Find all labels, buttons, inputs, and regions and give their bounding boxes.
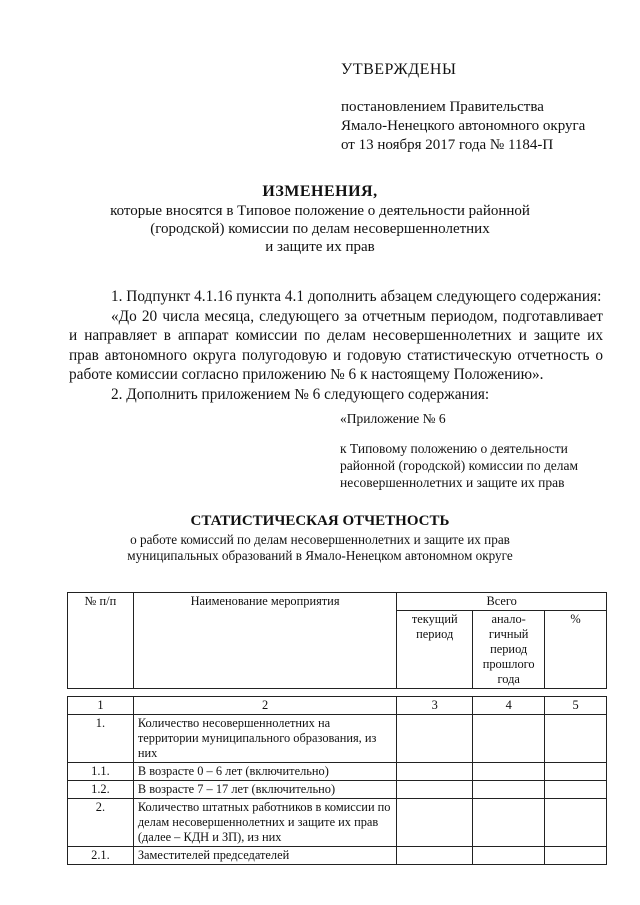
stat-subtitle-1: о работе комиссий по делам несовершеннолетних и защите их прав [130, 532, 510, 547]
header-name: Наименование мероприятия [133, 593, 396, 689]
numbering-cell: 1 [68, 697, 134, 715]
row-value-current [397, 799, 473, 847]
table-gap-row [68, 689, 607, 697]
body-text [69, 287, 603, 404]
row-value-percent [545, 847, 607, 865]
appendix-line-1: к Типовому положению о деятельности [340, 441, 568, 456]
row-name: Количество несовершеннолетних на территории муниципального образования, из них [133, 715, 396, 763]
row-value-previous [473, 715, 545, 763]
approval-line-2: Ямало-Ненецкого автономного округа [341, 118, 586, 134]
row-value-previous [473, 847, 545, 865]
table-row [68, 715, 607, 763]
stat-title: СТАТИСТИЧЕСКАЯ ОТЧЕТНОСТЬ [190, 513, 450, 529]
row-name: Заместителей председателей [133, 847, 396, 865]
row-value-percent [545, 763, 607, 781]
numbering-cell: 5 [545, 697, 607, 715]
changes-title: ИЗМЕНЕНИЯ, [262, 183, 378, 200]
body-paragraph-1: 1. Подпункт 4.1.16 пункта 4.1 дополнить абзацем следующего содержания: [111, 288, 602, 305]
approval-line-1: постановлением Правительства [341, 99, 544, 115]
row-num: 1.1. [68, 763, 134, 781]
approval-title: УТВЕРЖДЕНЫ [341, 61, 457, 78]
table-header-row [68, 593, 607, 611]
body-paragraph-2: «До 20 числа месяца, следующего за отчетным периодом, подготавливает и направляет в аппарат комиссии по делам несовершеннолетних и защите их прав автономного округа полугодовую и годовую статистическую отчетность о работе комиссии согласно приложению № 6 к настоящему Положению». [69, 307, 603, 383]
table-row [68, 799, 607, 847]
changes-subtitle-1: которые вносятся в Типовое положение о деятельности районной [110, 203, 530, 219]
row-value-current [397, 715, 473, 763]
table-row [68, 847, 607, 865]
header-percent: % [545, 611, 607, 689]
row-value-previous [473, 763, 545, 781]
numbering-cell: 2 [133, 697, 396, 715]
row-value-current [397, 781, 473, 799]
header-current-period: текущий период [397, 611, 473, 689]
row-num: 2.1. [68, 847, 134, 865]
row-value-previous [473, 799, 545, 847]
row-num: 1. [68, 715, 134, 763]
body-paragraph-3: 2. Дополнить приложением № 6 следующего содержания: [111, 385, 490, 403]
numbering-cell: 3 [397, 697, 473, 715]
changes-subtitle-2: (городской) комиссии по делам несовершеннолетних [150, 221, 490, 237]
table-row [68, 781, 607, 799]
appendix-line-3: несовершеннолетних и защите их прав [340, 475, 565, 490]
row-value-percent [545, 715, 607, 763]
stat-subtitle-2: муниципальных образований в Ямало-Ненецком автономном округе [127, 548, 513, 563]
row-value-previous [473, 781, 545, 799]
row-num: 1.2. [68, 781, 134, 799]
header-total: Всего [397, 593, 607, 611]
table-row [68, 763, 607, 781]
row-value-current [397, 847, 473, 865]
table-numbering-row [68, 697, 607, 715]
statistics-table [67, 592, 607, 865]
row-name: Количество штатных работников в комиссии по делам несовершеннолетних и защите их прав (далее – КДН и ЗП), из них [133, 799, 396, 847]
appendix-line-2: районной (городской) комиссии по делам [340, 458, 579, 473]
changes-subtitle-3: и защите их прав [265, 239, 375, 255]
row-name: В возрасте 0 – 6 лет (включительно) [133, 763, 396, 781]
appendix-title: «Приложение № 6 [340, 411, 446, 426]
approval-line-3: от 13 ноября 2017 года № 1184-П [341, 137, 554, 153]
numbering-cell: 4 [473, 697, 545, 715]
row-value-percent [545, 781, 607, 799]
row-name: В возрасте 7 – 17 лет (включительно) [133, 781, 396, 799]
row-value-percent [545, 799, 607, 847]
row-num: 2. [68, 799, 134, 847]
header-num: № п/п [68, 593, 134, 689]
row-value-current [397, 763, 473, 781]
header-previous-period: анало-гичный период прошлого года [473, 611, 545, 689]
